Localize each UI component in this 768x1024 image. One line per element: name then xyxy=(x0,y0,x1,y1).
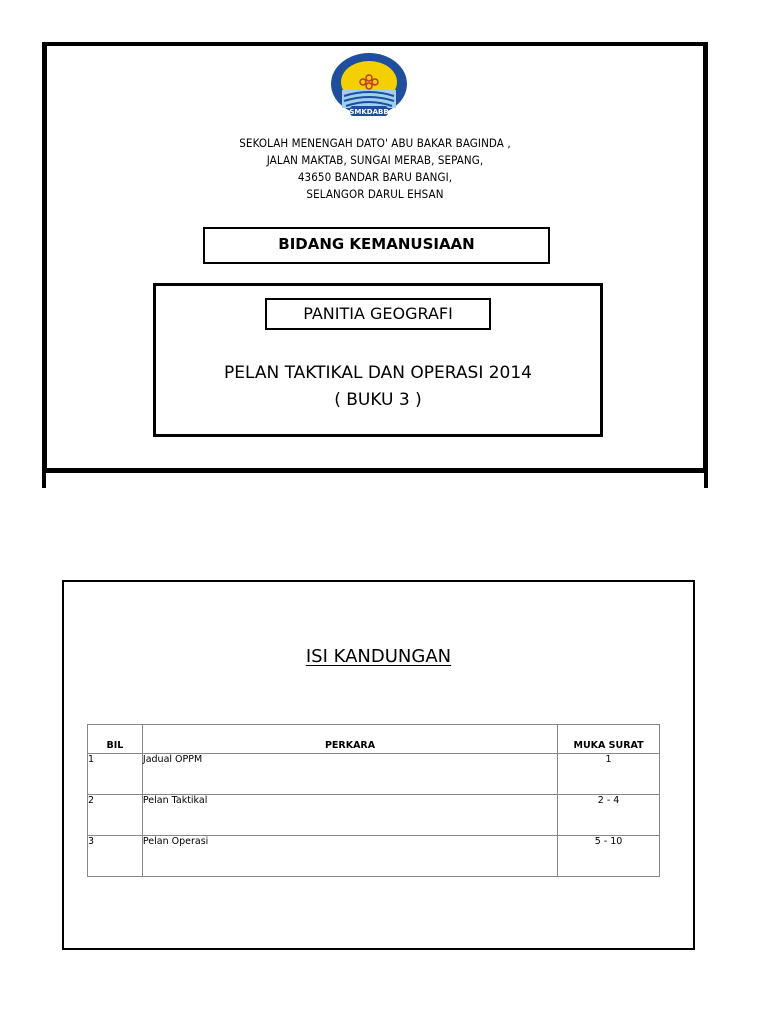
toc-table xyxy=(87,724,660,877)
toc-title: ISI KANDUNGAN xyxy=(305,646,452,667)
header-bil: BIL xyxy=(88,725,143,754)
address-line-1: SEKOLAH MENENGAH DATO' ABU BAKAR BAGINDA , xyxy=(239,136,511,150)
address-line-2: JALAN MAKTAB, SUNGAI MERAB, SEPANG, xyxy=(266,153,484,167)
bidang-label: BIDANG KEMANUSIAAN xyxy=(203,227,550,264)
row-perkara: Jadual OPPM xyxy=(142,754,557,795)
row-muka-surat: 1 xyxy=(558,754,660,795)
cover-frame-left-tick xyxy=(42,472,46,488)
cover-frame-bottom-rule xyxy=(42,468,708,473)
school-logo xyxy=(328,52,410,120)
address-line-3: 43650 BANDAR BARU BANGI, xyxy=(297,170,453,184)
toc-header-row xyxy=(88,725,660,754)
table-row xyxy=(88,754,660,795)
row-bil: 2 xyxy=(88,795,143,836)
header-perkara: PERKARA xyxy=(142,725,557,754)
cover-frame-right-tick xyxy=(704,472,708,488)
plan-title: PELAN TAKTIKAL DAN OPERASI 2014 xyxy=(223,363,533,383)
logo-text: SMKDABB xyxy=(349,108,389,116)
row-bil: 1 xyxy=(88,754,143,795)
plan-title-block xyxy=(160,360,596,414)
book-label: ( BUKU 3 ) xyxy=(334,390,422,410)
row-bil: 3 xyxy=(88,836,143,877)
row-perkara: Pelan Operasi xyxy=(142,836,557,877)
row-perkara: Pelan Taktikal xyxy=(142,795,557,836)
row-muka-surat: 5 - 10 xyxy=(558,836,660,877)
school-address xyxy=(180,135,570,203)
panitia-label: PANITIA GEOGRAFI xyxy=(265,298,491,330)
row-muka-surat: 2 - 4 xyxy=(558,795,660,836)
table-row xyxy=(88,836,660,877)
table-row xyxy=(88,795,660,836)
header-muka-surat: MUKA SURAT xyxy=(558,725,660,754)
address-line-4: SELANGOR DARUL EHSAN xyxy=(306,187,444,201)
